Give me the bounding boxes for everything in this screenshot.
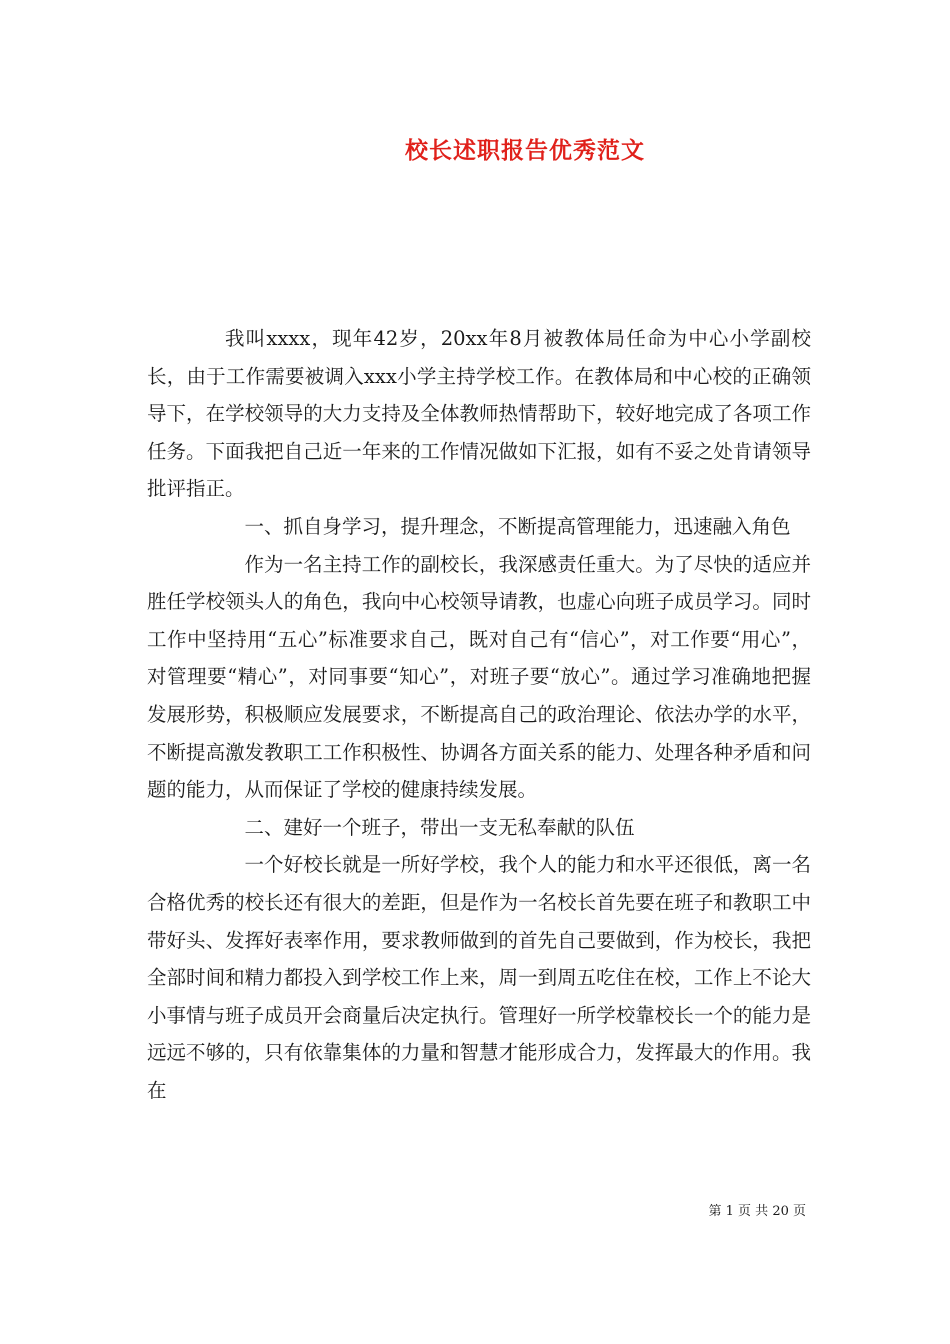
document-body: [147, 320, 811, 1109]
page-number-label: 第 1 页 共 20 页: [708, 1204, 806, 1219]
paragraph-intro: 我叫xxxx，现年42岁，20xx年8月被教体局任命为中心小学副校长，由于工作需要被调入xxx小学主持学校工作。在教体局和中心校的正确领导下，在学校领导的大力支持及全体教师热情帮助下，较好地完成了各项工作任务。下面我把自己近一年来的工作情况做如下汇报，如有不妥之处肯请领导批评指正。: [147, 327, 811, 501]
paragraph-section-1: 作为一名主持工作的副校长，我深感责任重大。为了尽快的适应并胜任学校领头人的角色，我向中心校领导请教，也虚心向班子成员学习。同时工作中坚持用“五心”标准要求自己，既对自己有“信心”，对工作要“用心”，对管理要“精心”，对同事要“知心”，对班子要“放心”。通过学习准确地把握发展形势，积极顺应发展要求，不断提高自己的政治理论、依法办学的水平，不断提高激发教职工工作积极性、协调各方面关系的能力、处理各种矛盾和问题的能力，从而保证了学校的健康持续发展。: [147, 552, 811, 802]
section-heading-1: 一、抓自身学习，提升理念，不断提高管理能力，迅速融入角色: [244, 514, 791, 538]
document-title: 校长述职报告优秀范文: [405, 137, 645, 164]
paragraph-section-2: 一个好校长就是一所好学校，我个人的能力和水平还很低，离一名合格优秀的校长还有很大的差距，但是作为一名校长首先要在班子和教职工中带好头、发挥好表率作用，要求教师做到的首先自己要做到，作为校长，我把全部时间和精力都投入到学校工作上来，周一到周五吃住在校，工作上不论大小事情与班子成员开会商量后决定执行。管理好一所学校靠校长一个的能力是远远不够的，只有依靠集体的力量和智慧才能形成合力，发挥最大的作用。我在: [147, 853, 811, 1102]
section-heading-2: 二、建好一个班子，带出一支无私奉献的队伍: [244, 815, 635, 839]
page-footer: [0, 1200, 806, 1219]
